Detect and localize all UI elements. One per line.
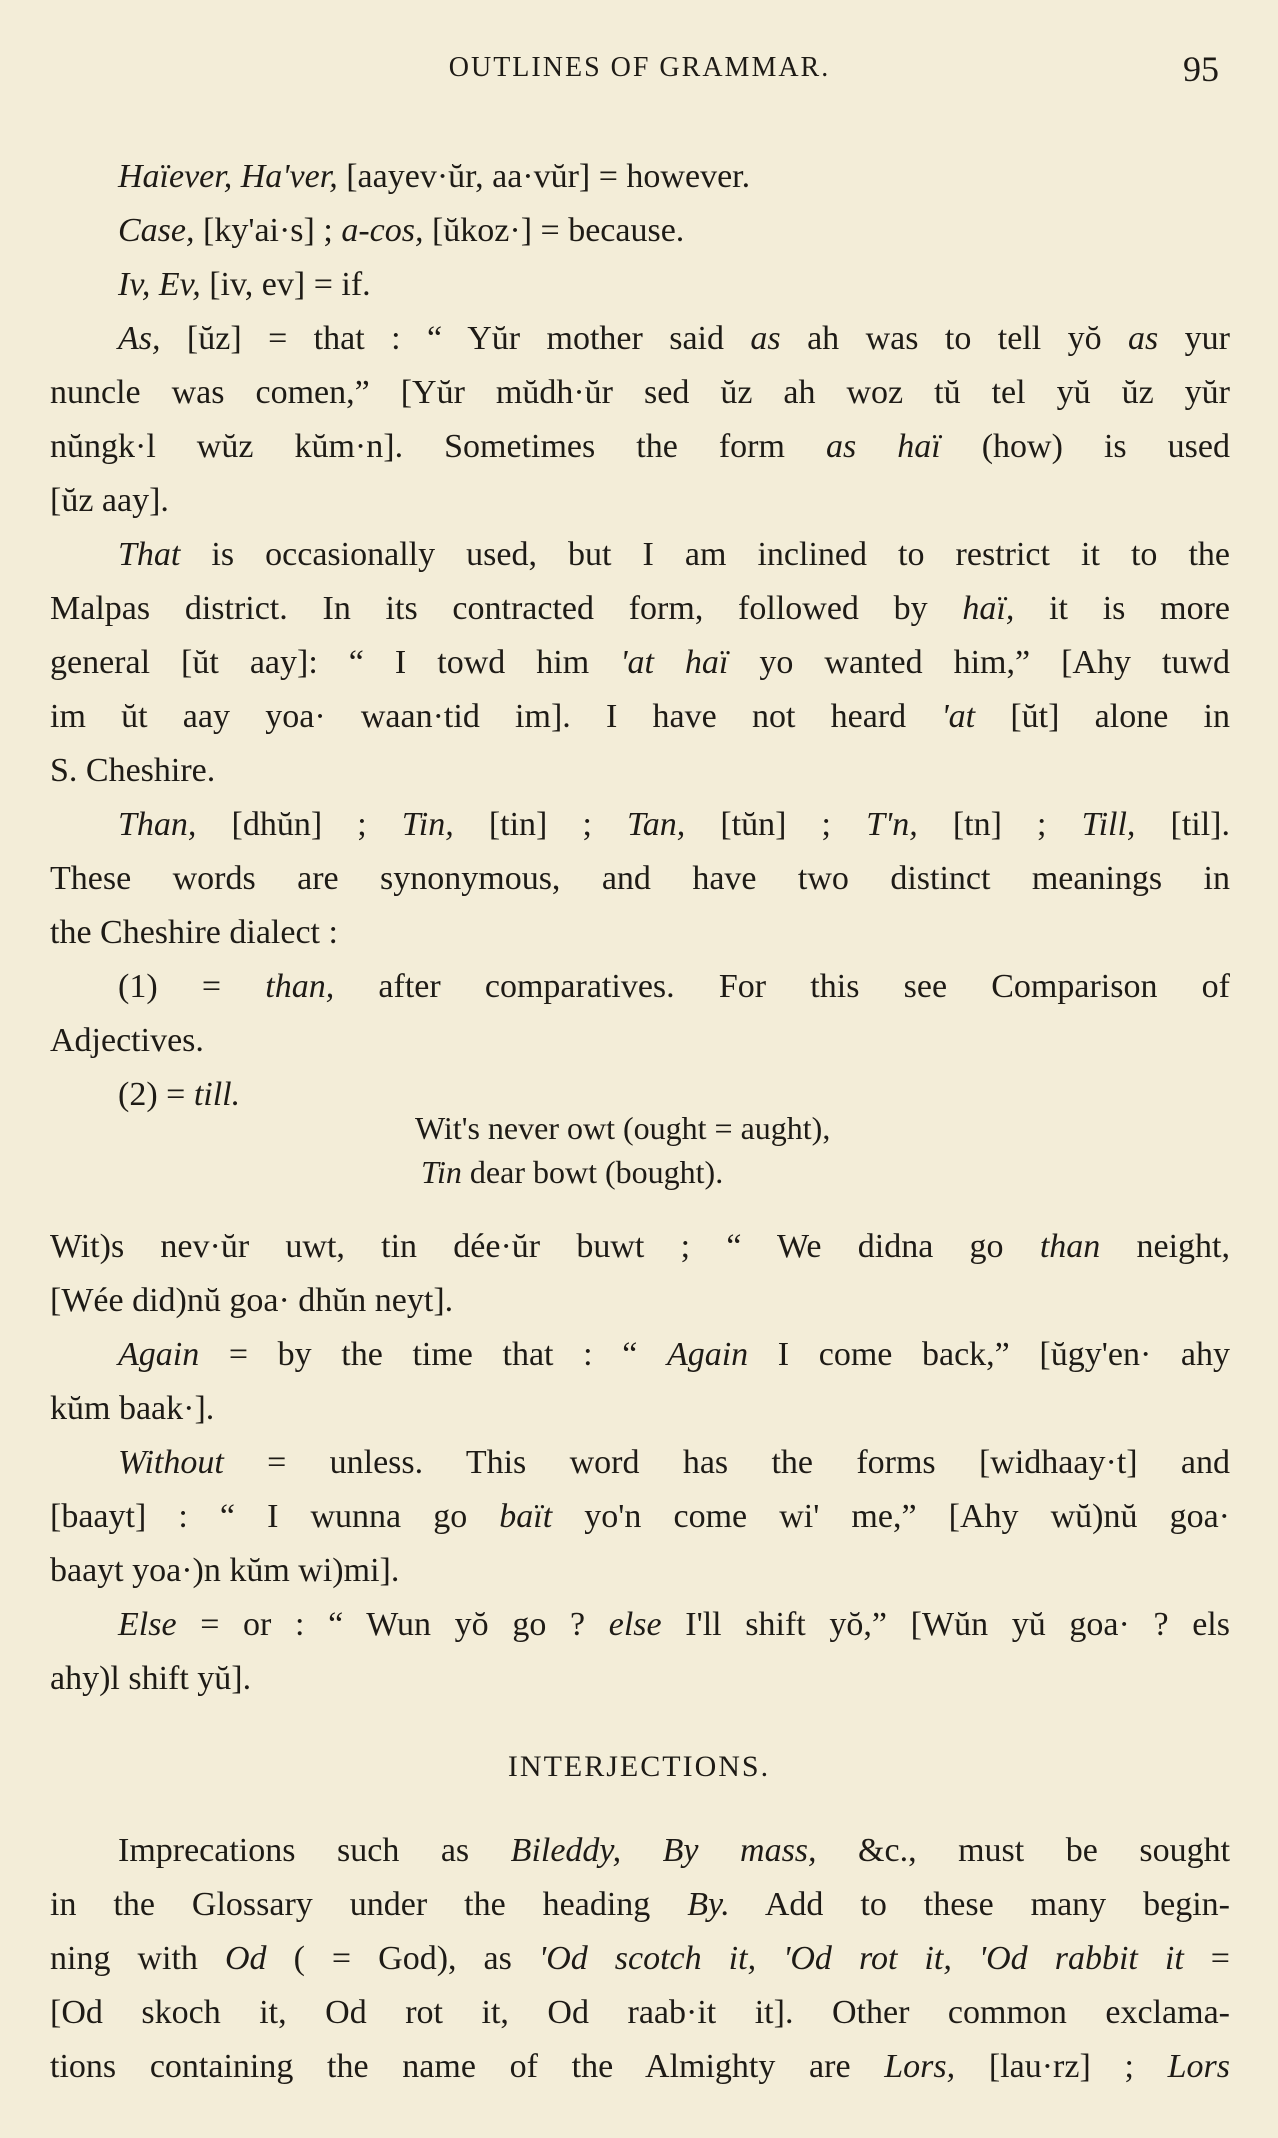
italic-text: haï, <box>962 590 1015 627</box>
verse-line <box>421 1150 723 1194</box>
text-line <box>50 366 1230 420</box>
text-line <box>50 1436 1230 1490</box>
text-span: These words are synonymous, and have two distinct meanings in <box>50 860 1230 897</box>
text-span: ah was to tell yŏ <box>780 320 1129 357</box>
text-span: [tin] ; <box>453 806 627 843</box>
italic-text: That <box>118 536 181 573</box>
text-line <box>50 1652 1230 1706</box>
text-span: = <box>1183 1940 1230 1977</box>
italic-text: 'at haï <box>620 644 729 681</box>
text-span: &c., must be sought <box>816 1832 1231 1869</box>
text-span: yo'n come wi' me,” [Ahy wŭ)nŭ goa· <box>552 1498 1230 1535</box>
text-span: [tŭn] ; <box>685 806 867 843</box>
italic-text: till. <box>193 1076 241 1113</box>
text-span: = or : “ Wun yŏ go ? <box>176 1606 609 1643</box>
text-span: [baayt] : “ I wunna go <box>50 1498 500 1535</box>
verse-line <box>415 1106 830 1150</box>
text-span: [til]. <box>1135 806 1231 843</box>
italic-text: Else <box>118 1606 177 1643</box>
text-span: it is more <box>1014 590 1231 627</box>
text-span: Wit)s nev·ŭr uwt, tin dée·ŭr buwt ; “ We didna go <box>50 1228 1040 1265</box>
text-line <box>50 1490 1230 1544</box>
text-line <box>50 258 1230 312</box>
italic-text: Than, <box>118 806 197 843</box>
page-number: 95 <box>1183 49 1219 89</box>
text-span: tions containing the name of the Almighty are <box>50 2048 885 2085</box>
text-span: [ŭt] alone in <box>975 698 1230 735</box>
text-span: neight, <box>1100 1228 1230 1265</box>
text-line <box>50 204 1230 258</box>
text-span: [Od skoch it, Od rot it, Od raab·it it]. Other common exclama- <box>50 1994 1230 2031</box>
italic-text: Od <box>224 1940 267 1977</box>
text-line <box>50 690 1230 744</box>
section-heading: INTERJECTIONS. <box>507 1750 771 1783</box>
text-span: nuncle was comen,” [Yŭr mŭdh·ŭr sed ŭz ah woz tŭ tel yŭ ŭz yŭr <box>50 374 1230 411</box>
text-span: I come back,” [ŭgy'en· ahy <box>748 1336 1230 1373</box>
italic-text: else <box>608 1606 662 1643</box>
text-span: [ŭkoz·] = because. <box>423 212 685 249</box>
text-span: ning with <box>50 1940 225 1977</box>
italic-text: Tin, <box>401 806 454 843</box>
text-span: in the Glossary under the heading <box>50 1886 688 1923</box>
text-span: Malpas district. In its contracted form, followed by <box>50 590 963 627</box>
italic-text: Bileddy, By mass, <box>510 1832 817 1869</box>
running-header: OUTLINES OF GRAMMAR. <box>448 52 831 83</box>
text-line <box>50 1544 1230 1598</box>
italic-text: as <box>1128 320 1159 357</box>
italic-text: as <box>750 320 781 357</box>
text-span: = by the time that : “ <box>199 1336 667 1373</box>
text-line <box>50 906 1230 960</box>
text-line <box>50 1220 1230 1274</box>
text-span: [dhŭn] ; <box>196 806 402 843</box>
text-line <box>50 1382 1230 1436</box>
italic-text: Again <box>666 1336 749 1373</box>
text-span: [ŭz aay]. <box>50 482 169 519</box>
text-span: yo wanted him,” [Ahy tuwd <box>728 644 1230 681</box>
italic-text: Without <box>118 1444 224 1481</box>
text-span: baayt yoa·)n kŭm wi)mi]. <box>50 1552 400 1589</box>
text-line <box>50 1824 1230 1878</box>
text-span: kŭm baak·]. <box>50 1390 215 1427</box>
text-span: the Cheshire dialect : <box>50 914 338 951</box>
text-span: after comparatives. For this see Comparison of <box>334 968 1230 1005</box>
text-span: [tn] ; <box>917 806 1082 843</box>
text-span: im ŭt aay yoa· waan·tid im]. I have not heard <box>50 698 942 735</box>
italic-text: Lors <box>1167 2048 1230 2085</box>
italic-text: Again <box>118 1336 200 1373</box>
text-line <box>50 312 1230 366</box>
text-line <box>50 150 1230 204</box>
text-span: ( = God), as <box>266 1940 539 1977</box>
text-span: dear bowt (bought). <box>461 1154 724 1190</box>
text-span: nŭngk·l wŭz kŭm·n]. Sometimes the form <box>50 428 826 465</box>
text-line <box>50 1598 1230 1652</box>
text-span: general [ŭt aay]: “ I towd him <box>50 644 621 681</box>
text-span: yur <box>1158 320 1231 357</box>
text-line <box>50 852 1230 906</box>
text-span: Wit's never owt (ought = aught), <box>415 1110 831 1146</box>
italic-text: Till, <box>1081 806 1136 843</box>
text-line <box>50 636 1230 690</box>
text-line <box>50 420 1230 474</box>
italic-text: baït <box>499 1498 553 1535</box>
text-line <box>50 1932 1230 1986</box>
text-line <box>50 1986 1230 2040</box>
italic-text: By. <box>687 1886 730 1923</box>
italic-text: Lors, <box>884 2048 956 2085</box>
italic-text: As, <box>118 320 161 357</box>
text-span: [ŭz] = that : “ Yŭr mother said <box>160 320 751 357</box>
text-span: (1) = <box>118 968 266 1005</box>
text-span: Imprecations such as <box>118 1832 511 1869</box>
italic-text: Iv, Ev, <box>118 266 201 303</box>
text-span: [iv, ev] = if. <box>200 266 371 303</box>
text-span: [Wée did)nŭ goa· dhŭn neyt]. <box>50 1282 454 1319</box>
text-line <box>50 474 1230 528</box>
text-span: Adjectives. <box>50 1022 204 1059</box>
text-line <box>50 1274 1230 1328</box>
text-span: is occasionally used, but I am inclined to restrict it to the <box>180 536 1230 573</box>
italic-text: a-cos, <box>341 212 424 249</box>
text-span: S. Cheshire. <box>50 752 216 789</box>
text-span: [ky'ai·s] ; <box>194 212 342 249</box>
text-line <box>50 744 1230 798</box>
italic-text: Haïever, Ha'ver, <box>118 158 338 195</box>
text-span: ahy)l shift yŭ]. <box>50 1660 252 1697</box>
text-span: [lau·rz] ; <box>955 2048 1168 2085</box>
italic-text: Case, <box>118 212 195 249</box>
italic-text: than <box>1039 1228 1101 1265</box>
text-span: (how) is used <box>940 428 1230 465</box>
text-span: (2) = <box>118 1076 194 1113</box>
text-span: [aayev·ŭr, aa·vŭr] = however. <box>337 158 751 195</box>
text-span: = unless. This word has the forms [widhaay·t] and <box>223 1444 1230 1481</box>
text-line <box>50 1328 1230 1382</box>
text-line <box>50 1878 1230 1932</box>
italic-text: than, <box>265 968 335 1005</box>
text-line <box>50 798 1230 852</box>
italic-text: Tan, <box>626 806 686 843</box>
italic-text: 'Od scotch it, 'Od rot it, 'Od rabbit it <box>538 1940 1184 1977</box>
italic-text: T'n, <box>866 806 918 843</box>
text-line <box>50 582 1230 636</box>
text-span: Add to these many begin- <box>729 1886 1231 1923</box>
text-line <box>50 2040 1230 2094</box>
text-line <box>50 960 1230 1014</box>
italic-text: Tin <box>421 1154 462 1190</box>
text-line <box>50 528 1230 582</box>
italic-text: as haï <box>825 428 941 465</box>
text-line <box>50 1014 1230 1068</box>
text-span: I'll shift yŏ,” [Wŭn yŭ goa· ? els <box>661 1606 1230 1643</box>
italic-text: 'at <box>941 698 976 735</box>
